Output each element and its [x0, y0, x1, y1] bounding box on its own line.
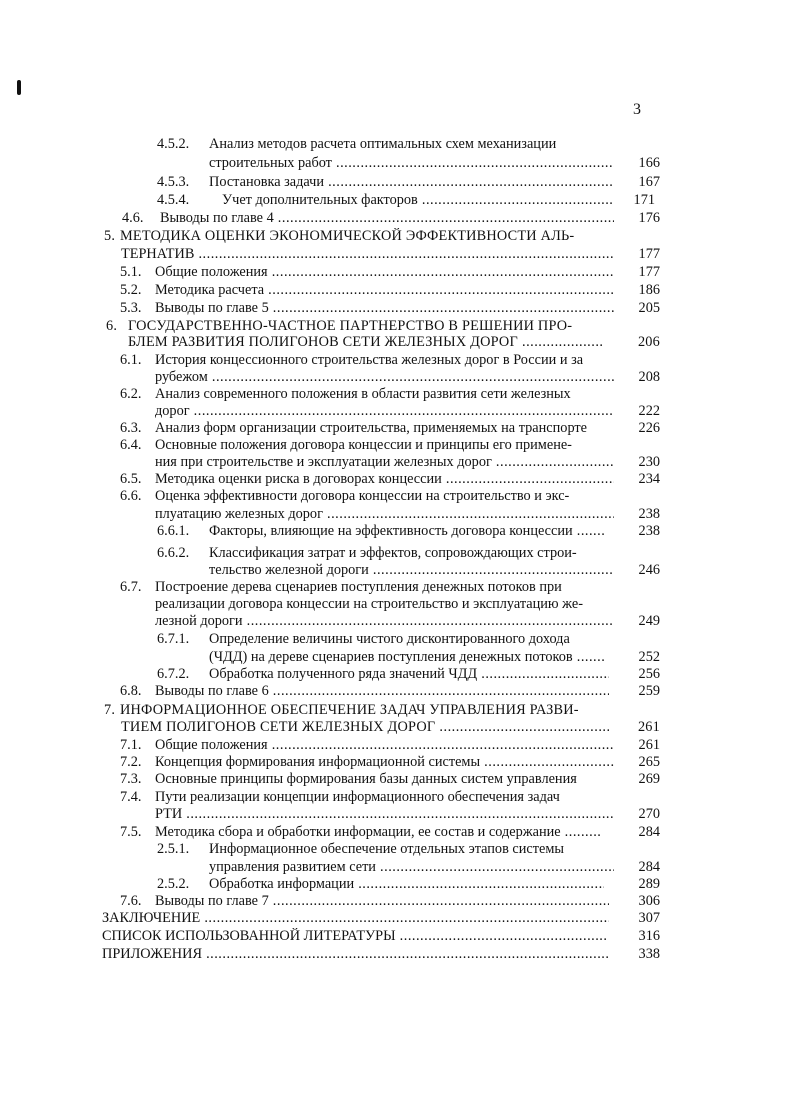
toc-entry-title: ТИЕМ ПОЛИГОНОВ СЕТИ ЖЕЛЕЗНЫХ ДОРОГ .....: [121, 719, 609, 736]
toc-entry: [0, 192, 792, 209]
toc-entry: [0, 824, 792, 841]
toc-entry-number: 6.6.: [120, 488, 142, 504]
toc-entry: [0, 174, 792, 191]
toc-entry-title: Основные положения договора концессии и принципы его примене-: [155, 437, 572, 453]
toc-entry-title: Обработка информации .....: [209, 876, 604, 893]
toc-entry-page: 222: [638, 403, 660, 419]
toc-entry: [0, 702, 792, 719]
toc-entry-title: Определение величины чистого дисконтированного дохода: [209, 631, 570, 647]
toc-entry: [0, 859, 792, 876]
toc-entry: [0, 300, 792, 317]
toc-entry-title: рубежом .....: [155, 369, 614, 386]
toc-entry-page: 234: [638, 471, 660, 487]
toc-entry-number: 6.: [106, 318, 118, 334]
toc-entry-number: 7.6.: [120, 893, 142, 909]
toc-entry: [0, 893, 792, 910]
toc-entry-number: 4.5.2.: [157, 136, 190, 152]
toc-entry-title: Выводы по главе 4 .....: [160, 210, 614, 227]
toc-entry: [0, 562, 792, 579]
toc-entry-title: ТЕРНАТИВ .....: [121, 246, 614, 263]
toc-entry-title: Анализ современного положения в области развития сети железных: [155, 386, 571, 402]
toc-entry-title: ПРИЛОЖЕНИЯ .....: [102, 946, 609, 963]
toc-entry-title: Анализ форм организации строительства, применяемых на транспорте: [155, 420, 587, 436]
toc-entry-title: Концепция формирования информационной системы .....: [155, 754, 614, 771]
page-number: 3: [633, 101, 641, 118]
toc-entry-title: Учет дополнительных факторов .....: [222, 192, 614, 209]
toc-entry: [0, 437, 792, 454]
toc-entry: [0, 737, 792, 754]
toc-entry-title: Методика оценки риска в договорах концессии .....: [155, 471, 614, 488]
toc-entry-title: БЛЕМ РАЗВИТИЯ ПОЛИГОНОВ СЕТИ ЖЕЛЕЗНЫХ ДОРОГ .....: [128, 334, 603, 351]
toc-entry-page: 269: [638, 771, 660, 787]
toc-entry-page: 226: [638, 420, 660, 436]
toc-entry-title: Выводы по главе 5 .....: [155, 300, 614, 317]
toc-entry-title: дорог .....: [155, 403, 614, 420]
toc-entry-number: 5.2.: [120, 282, 142, 298]
toc-entry: [0, 613, 792, 630]
toc-entry: [0, 420, 792, 437]
toc-entry-page: 307: [638, 910, 660, 926]
toc-entry-page: 186: [638, 282, 660, 298]
toc-entry-title: Выводы по главе 6 .....: [155, 683, 609, 700]
toc-entry-page: 246: [638, 562, 660, 578]
toc-entry-number: 6.1.: [120, 352, 142, 368]
toc-entry-number: 7.1.: [120, 737, 142, 753]
toc-entry-page: 208: [638, 369, 660, 385]
toc-entry: [0, 649, 792, 666]
toc-entry-title: Классификация затрат и эффектов, сопровождающих строи-: [209, 545, 577, 561]
toc-entry: [0, 386, 792, 403]
toc-entry-title: История концессионного строительства железных дорог в России и за: [155, 352, 584, 368]
toc-entry: [0, 545, 792, 562]
toc-entry-number: 6.7.1.: [157, 631, 190, 647]
scan-mark: [17, 80, 21, 95]
toc-entry-title: ИНФОРМАЦИОННОЕ ОБЕСПЕЧЕНИЕ ЗАДАЧ УПРАВЛЕНИЯ РАЗВИ-: [120, 702, 579, 718]
toc-entry-title: Общие положения .....: [155, 737, 614, 754]
toc-entry-title: Информационное обеспечение отдельных этапов системы: [209, 841, 564, 857]
toc-entry-title: Постановка задачи .....: [209, 174, 614, 191]
toc-entry-number: 2.5.2.: [157, 876, 190, 892]
toc-entry-number: 7.: [104, 702, 116, 718]
toc-entry: [0, 334, 792, 351]
toc-entry-title: Оценка эффективности договора концессии на строительство и экс-: [155, 488, 570, 504]
toc-entry-page: 316: [638, 928, 660, 944]
toc-entry-title: Выводы по главе 7 .....: [155, 893, 609, 910]
toc-entry: [0, 246, 792, 263]
toc-entry-number: 6.6.2.: [157, 545, 190, 561]
toc-entry: [0, 876, 792, 893]
toc-entry: [0, 523, 792, 540]
toc-entry-page: 261: [638, 737, 660, 753]
toc-entry-title: Анализ методов расчета оптимальных схем механизации: [209, 136, 557, 152]
toc-entry-page: 230: [638, 454, 660, 470]
toc-entry-title: РТИ .....: [155, 806, 614, 823]
toc-entry: [0, 136, 792, 153]
toc-entry-title: Общие положения .....: [155, 264, 614, 281]
toc-entry-number: 6.4.: [120, 437, 142, 453]
toc-entry-title: Пути реализации концепции информационного обеспечения задач: [155, 789, 560, 805]
toc-entry: [0, 488, 792, 505]
toc-entry: [0, 454, 792, 471]
toc-entry-number: 4.6.: [122, 210, 144, 226]
toc-entry-page: 205: [638, 300, 660, 316]
toc-entry-page: 176: [638, 210, 660, 226]
toc-entry: [0, 282, 792, 299]
toc-entry-number: 4.5.3.: [157, 174, 190, 190]
toc-entry: [0, 596, 792, 613]
toc-entry-page: 206: [637, 334, 660, 350]
toc-entry: [0, 841, 792, 858]
toc-entry-number: 5.3.: [120, 300, 142, 316]
toc-entry-title: (ЧДД) на дереве сценариев поступления денежных потоков .....: [209, 649, 606, 666]
toc-entry: [0, 910, 792, 927]
toc-entry: [0, 579, 792, 596]
toc-entry-number: 7.2.: [120, 754, 142, 770]
toc-entry: [0, 754, 792, 771]
toc-entry-title: Построение дерева сценариев поступления денежных потоков при: [155, 579, 562, 595]
toc-entry: [0, 369, 792, 386]
toc-entry-page: 171: [633, 192, 655, 208]
toc-entry-page: 238: [638, 506, 660, 522]
toc-entry: [0, 318, 792, 335]
toc-entry-page: 265: [638, 754, 660, 770]
toc-entry-title: реализации договора концессии на строительство и эксплуатацию же-: [155, 596, 583, 612]
toc-entry: [0, 352, 792, 369]
toc-entry-number: 6.5.: [120, 471, 142, 487]
toc-entry-page: 256: [638, 666, 660, 682]
toc-entry-page: 284: [638, 824, 660, 840]
toc-entry: [0, 719, 792, 736]
toc-entry-number: 2.5.1.: [157, 841, 190, 857]
toc-entry-title: Обработка полученного ряда значений ЧДД .....: [209, 666, 609, 683]
toc-entry: [0, 210, 792, 227]
toc-entry: [0, 155, 792, 172]
toc-entry-number: 7.3.: [120, 771, 142, 787]
toc-entry-title: лезной дороги .....: [155, 613, 614, 630]
toc-entry-page: 166: [638, 155, 660, 171]
toc-entry-title: МЕТОДИКА ОЦЕНКИ ЭКОНОМИЧЕСКОЙ ЭФФЕКТИВНОСТИ АЛЬ-: [120, 228, 575, 244]
toc-entry-number: 7.5.: [120, 824, 142, 840]
toc-entry: [0, 946, 792, 963]
toc-entry-page: 270: [638, 806, 660, 822]
toc-entry-title: Основные принципы формирования базы данных систем управления: [155, 771, 577, 787]
toc-entry-number: 7.4.: [120, 789, 142, 805]
toc-entry-page: 249: [638, 613, 660, 629]
toc-entry-number: 5.: [104, 228, 116, 244]
toc-entry-page: 261: [637, 719, 660, 735]
toc-entry-page: 289: [638, 876, 660, 892]
toc-entry: [0, 631, 792, 648]
toc-entry-title: Методика сбора и обработки информации, ее состав и содержание .....: [155, 824, 600, 841]
toc-entry-number: 6.2.: [120, 386, 142, 402]
toc-entry-number: 6.8.: [120, 683, 142, 699]
toc-entry-page: 177: [638, 264, 660, 280]
toc-entry-page: 238: [638, 523, 660, 539]
toc-entry-title: управления развитием сети .....: [209, 859, 614, 876]
toc-entry-title: Факторы, влияющие на эффективность договора концессии .....: [209, 523, 606, 540]
toc-entry: [0, 806, 792, 823]
toc-entry: [0, 471, 792, 488]
toc-entry-title: строительных работ .....: [209, 155, 614, 172]
toc-entry: [0, 928, 792, 945]
toc-entry-title: плуатацию железных дорог .....: [155, 506, 614, 523]
toc-entry: [0, 771, 792, 788]
toc-entry-page: 338: [638, 946, 660, 962]
toc-entry-number: 6.7.: [120, 579, 142, 595]
toc-entry-title: тельство железной дороги .....: [209, 562, 614, 579]
toc-entry: [0, 666, 792, 683]
toc-entry-number: 6.6.1.: [157, 523, 190, 539]
toc-entry-number: 4.5.4.: [157, 192, 190, 208]
toc-entry-title: ЗАКЛЮЧЕНИЕ .....: [102, 910, 609, 927]
toc-entry-page: 259: [638, 683, 660, 699]
toc-entry-page: 177: [638, 246, 660, 262]
toc-entry-number: 5.1.: [120, 264, 142, 280]
toc-entry: [0, 506, 792, 523]
toc-entry-number: 6.3.: [120, 420, 142, 436]
toc-entry-title: ния при строительстве и эксплуатации железных дорог .....: [155, 454, 614, 471]
toc-entry: [0, 264, 792, 281]
toc-entry: [0, 228, 792, 245]
toc-entry: [0, 789, 792, 806]
toc-entry-page: 167: [638, 174, 660, 190]
toc-entry-title: Методика расчета .....: [155, 282, 614, 299]
toc-entry-title: ГОСУДАРСТВЕННО-ЧАСТНОЕ ПАРТНЕРСТВО В РЕШЕНИИ ПРО-: [128, 318, 573, 334]
toc-entry-title: СПИСОК ИСПОЛЬЗОВАННОЙ ЛИТЕРАТУРЫ .....: [102, 928, 606, 945]
toc-entry-page: 306: [638, 893, 660, 909]
toc-entry-page: 284: [638, 859, 660, 875]
toc-entry: [0, 403, 792, 420]
toc-entry-number: 6.7.2.: [157, 666, 190, 682]
toc-entry: [0, 683, 792, 700]
toc-entry-page: 252: [638, 649, 660, 665]
